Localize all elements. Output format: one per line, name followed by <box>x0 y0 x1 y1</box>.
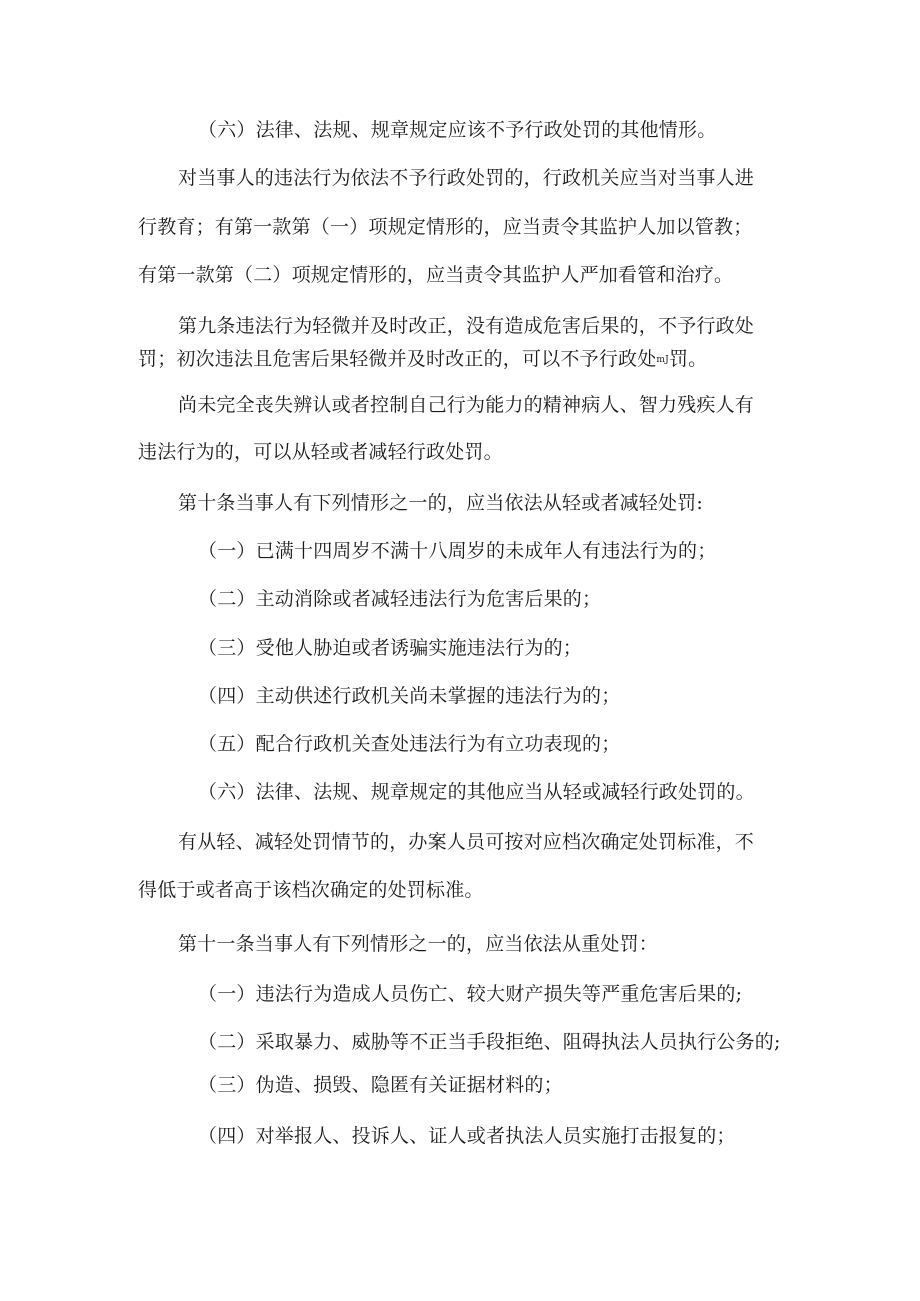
list-item: （四）对举报人、投诉人、证人或者执法人员实施打击报复的； <box>198 1125 736 1147</box>
paragraph-line: 第九条违法行为轻微并及时改正，没有造成危害后果的，不予行政处 <box>178 315 755 337</box>
list-item: （四）主动供述行政机关尚未掌握的违法行为的； <box>198 685 621 707</box>
list-item: （三）受他人胁迫或者诱骗实施违法行为的； <box>198 637 583 659</box>
paragraph-line: 尚未完全丧失辨认或者控制自己行为能力的精神病人、智力残疾人有 <box>178 394 755 416</box>
list-item: （二）采取暴力、威胁等不正当手段拒绝、阻碍执法人员执行公务的; <box>198 1031 781 1053</box>
paragraph-line-text: 罚；初次违法且危害后果轻微并及时改正的，可以不予行政处 <box>138 348 657 370</box>
paragraph-line: （六）法律、法规、规章规定应该不予行政处罚的其他情形。 <box>198 119 717 141</box>
list-item: （五）配合行政机关查处违法行为有立功表现的； <box>198 733 621 755</box>
list-item: （六）法律、法规、规章规定的其他应当从轻或减轻行政处罚的。 <box>198 781 755 803</box>
paragraph-line-tail: 罚。 <box>668 348 708 370</box>
paragraph-line: 有第一款第（二）项规定情形的，应当责令其监护人严加看管和治疗。 <box>138 264 734 286</box>
paragraph-line: 第十一条当事人有下列情形之一的，应当依法从重处罚： <box>178 933 659 955</box>
list-item: （二）主动消除或者减轻违法行为危害后果的； <box>198 588 602 610</box>
scan-artifact-mark: mJ <box>656 355 669 365</box>
paragraph-line: 得低于或者高于该档次确定的处罚标准。 <box>138 879 484 901</box>
list-item: （一）违法行为造成人员伤亡、较大财产损失等严重危害后果的; <box>198 983 743 1005</box>
paragraph-line: 有从轻、减轻处罚情节的，办案人员可按对应档次确定处罚标准，不 <box>178 831 755 853</box>
paragraph-line-composite <box>138 347 707 372</box>
paragraph-line: 违法行为的，可以从轻或者减轻行政处罚。 <box>138 441 503 463</box>
list-item: （一）已满十四周岁不满十八周岁的未成年人有违法行为的； <box>198 540 717 562</box>
paragraph-line: 第十条当事人有下列情形之一的，应当依法从轻或者减轻处罚: <box>178 492 704 514</box>
list-item: （三）伪造、损毁、隐匿有关证据材料的； <box>198 1074 563 1096</box>
paragraph-line: 对当事人的违法行为依法不予行政处罚的，行政机关应当对当事人进 <box>178 167 755 189</box>
paragraph-line: 行教育；有第一款第（一）项规定情形的，应当责令其监护人加以管教； <box>138 216 753 238</box>
